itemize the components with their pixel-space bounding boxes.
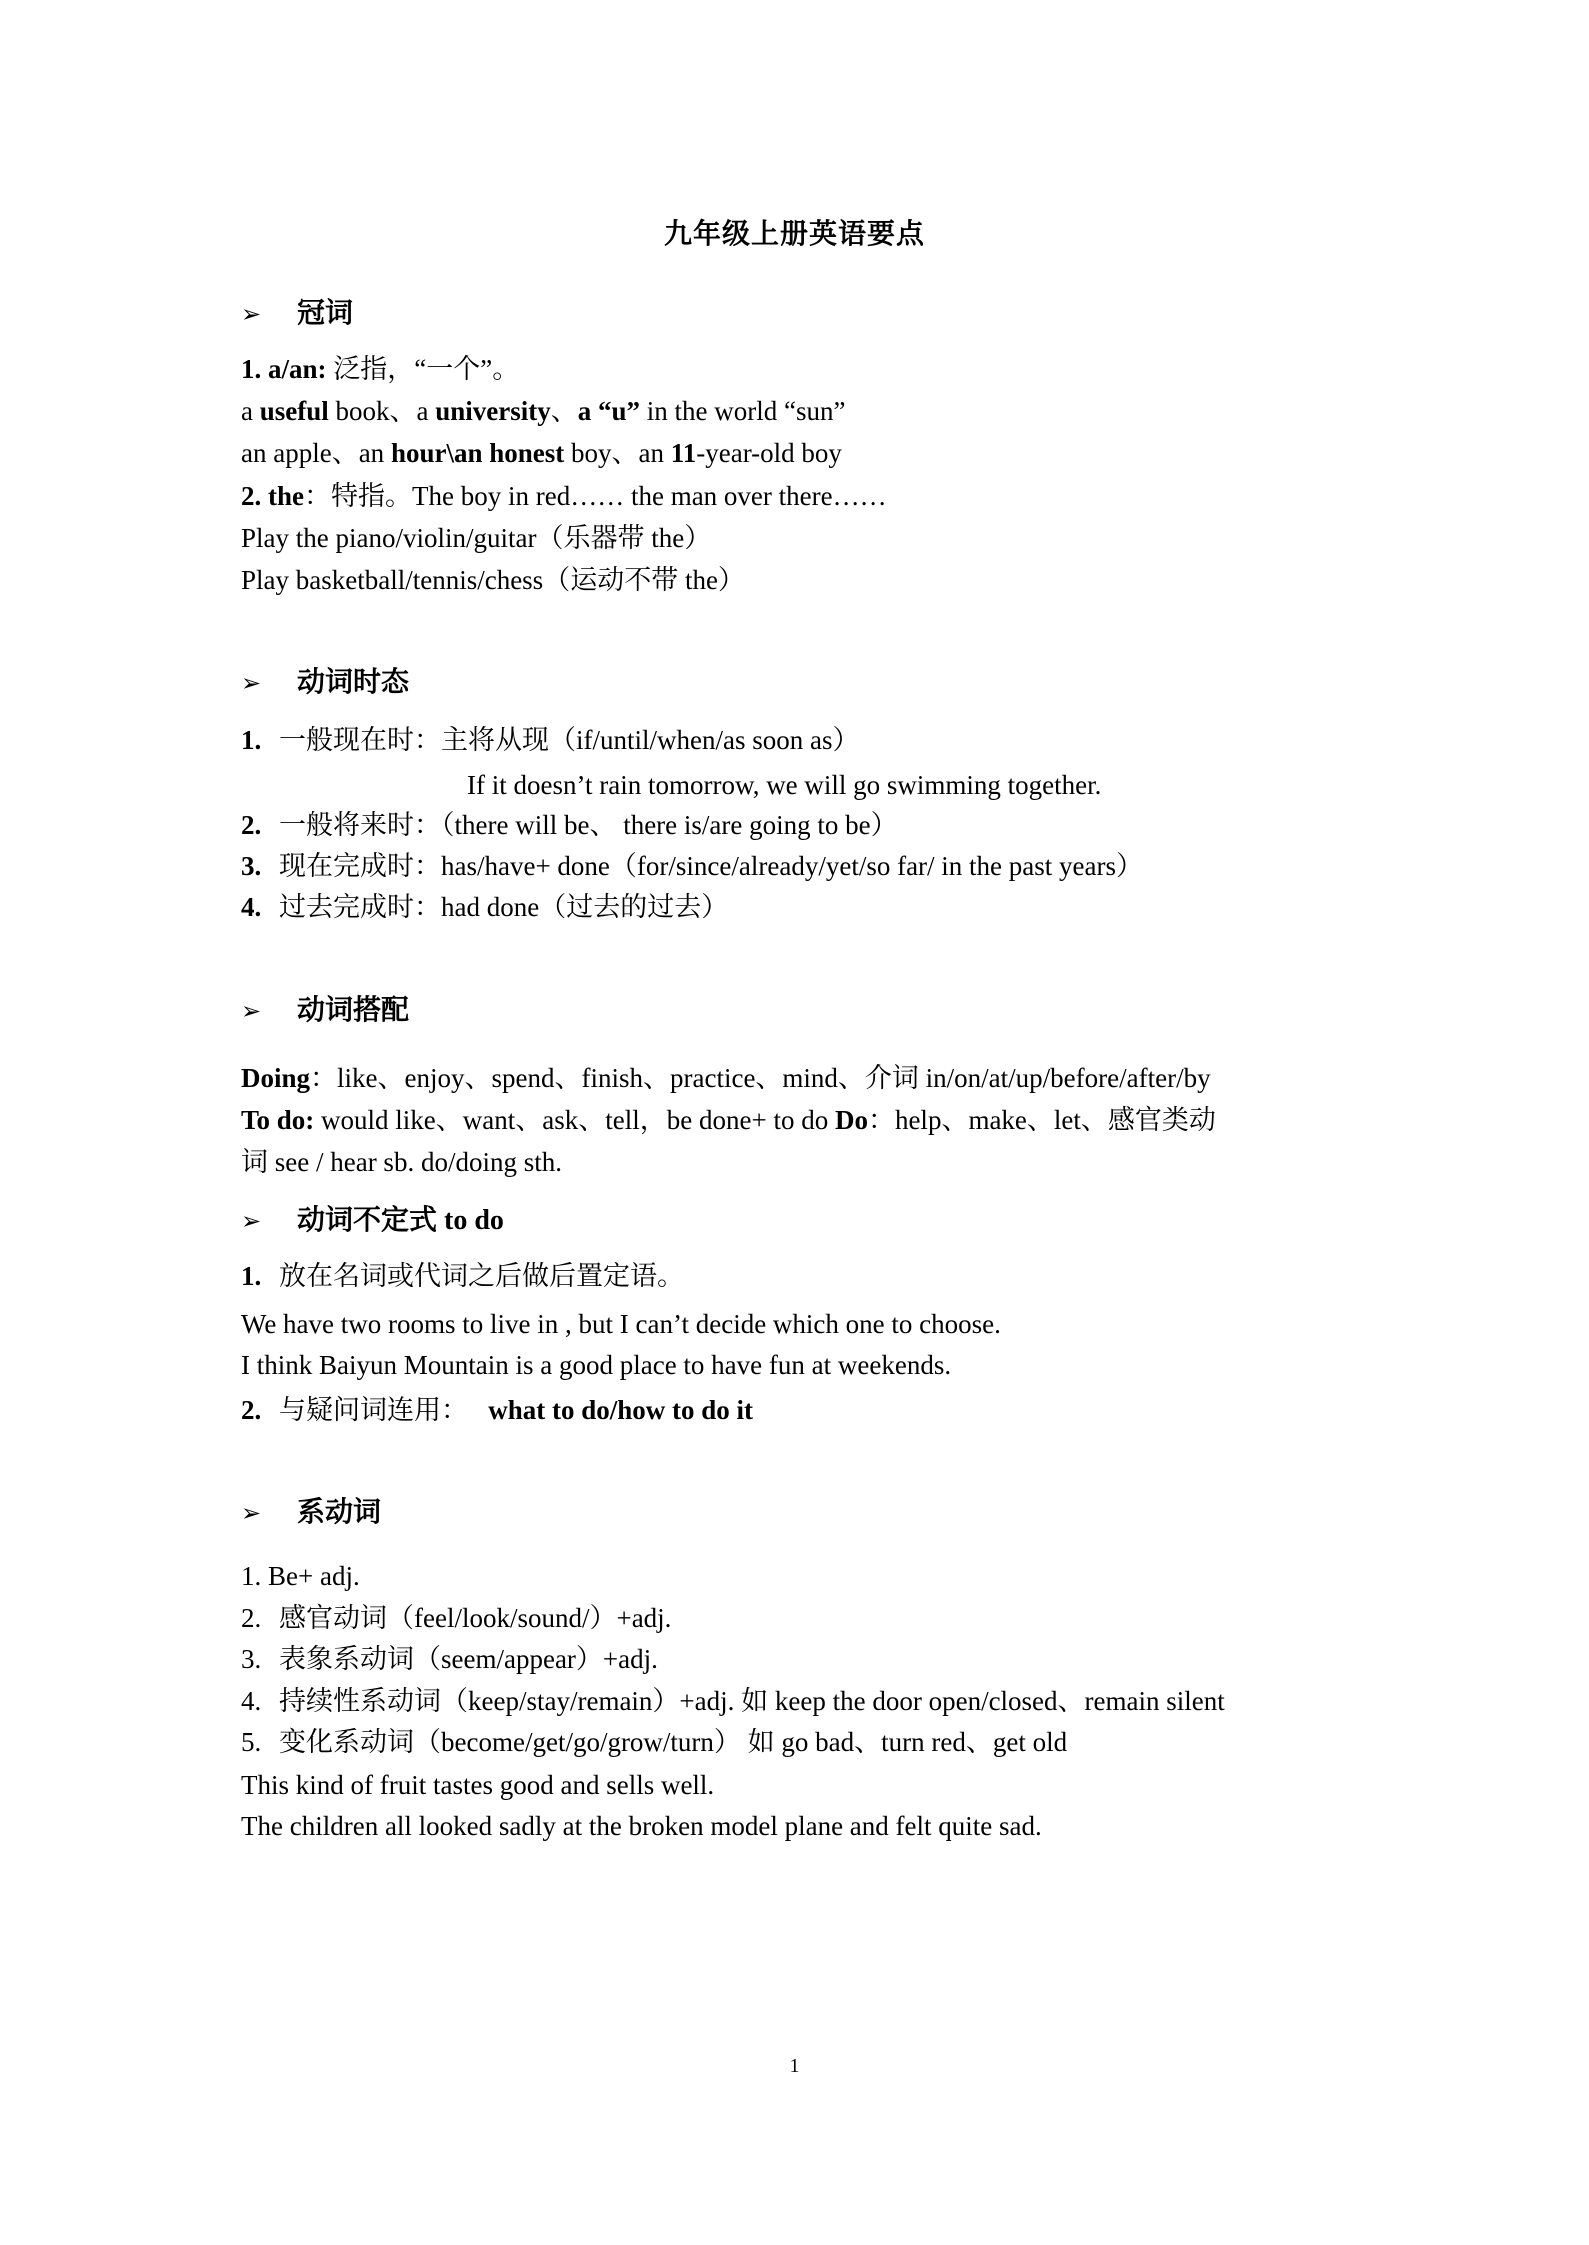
item-text: 一般现在时：主将从现（if/until/when/as soon as） xyxy=(279,725,860,755)
item-number: 2. the xyxy=(241,481,304,511)
articles-line-4 xyxy=(241,478,887,514)
collocations-line-1 xyxy=(241,1060,1211,1096)
item-text: 现在完成时：has/have+ done（for/since/already/yet/so far/ in the past years） xyxy=(279,851,1143,881)
bold-label: Do xyxy=(834,1105,868,1135)
text-fragment: an apple、an xyxy=(241,438,391,468)
infinitive-line-4 xyxy=(241,1392,753,1428)
item-text: 变化系动词（become/get/go/grow/turn） 如 go bad、turn red、get old xyxy=(279,1727,1068,1757)
item-text: 一般将来时：（there will be、 there is/are going to be） xyxy=(279,810,898,840)
linking-line-6: This kind of fruit tastes good and sells well. xyxy=(241,1770,715,1800)
page-title: 九年级上册英语要点 xyxy=(663,217,925,250)
item-text: 放在名词或代词之后做后置定语。 xyxy=(279,1261,684,1291)
bold-fragment: what to do/how to do it xyxy=(488,1395,754,1425)
collocations-line-3: 词 see / hear sb. do/doing sth. xyxy=(241,1147,562,1177)
bold-label: To do: xyxy=(241,1105,315,1135)
section-heading-linking-verbs xyxy=(241,1492,381,1533)
tenses-line-2 xyxy=(241,807,898,843)
section-heading-articles xyxy=(241,293,353,334)
bullet-arrow-icon: ➢ xyxy=(241,300,262,328)
item-number: 3. xyxy=(241,1644,262,1674)
text-fragment: book、a xyxy=(328,396,436,426)
articles-line-5: Play the piano/violin/guitar（乐器带 the） xyxy=(241,523,712,553)
item-text: ：like、enjoy、spend、finish、practice、mind、介词 in/on/at/up/before/after/by xyxy=(310,1063,1211,1093)
bold-fragment: useful xyxy=(259,396,329,426)
item-number: 1. xyxy=(241,725,262,755)
item-number: 4. xyxy=(241,892,262,922)
linking-line-1: 1. Be+ adj. xyxy=(241,1561,360,1591)
tenses-example: If it doesn’t rain tomorrow, we will go swimming together. xyxy=(467,770,1102,800)
text-fragment: a xyxy=(241,396,260,426)
item-number: 5. xyxy=(241,1727,262,1757)
bold-label: Doing xyxy=(241,1063,311,1093)
tenses-line-3 xyxy=(241,848,1143,884)
item-number: 2. xyxy=(241,1395,262,1425)
heading-text: 动词时态 xyxy=(297,665,410,698)
section-heading-tenses xyxy=(241,662,409,703)
collocations-line-2 xyxy=(241,1102,1216,1138)
heading-text: 系动词 xyxy=(297,1495,382,1528)
linking-line-5 xyxy=(241,1724,1067,1760)
bullet-arrow-icon: ➢ xyxy=(241,1499,262,1527)
item-text: 泛指，“一个”。 xyxy=(333,354,520,384)
item-text: ：help、make、let、感官类动 xyxy=(867,1105,1216,1135)
articles-line-6: Play basketball/tennis/chess（运动不带 the） xyxy=(241,565,745,595)
item-number: 3. xyxy=(241,851,262,881)
text-fragment: 、 xyxy=(550,396,578,426)
item-number: 2. xyxy=(241,810,262,840)
bullet-arrow-icon: ➢ xyxy=(241,997,262,1025)
bold-fragment: 11 xyxy=(670,438,697,468)
heading-text: 动词搭配 xyxy=(297,993,410,1026)
item-text: 过去完成时：had done（过去的过去） xyxy=(279,892,729,922)
text-fragment: in the world “sun” xyxy=(640,396,846,426)
linking-line-2 xyxy=(241,1600,671,1636)
articles-line-2 xyxy=(241,393,846,429)
section-heading-collocations xyxy=(241,990,409,1031)
tenses-line-1 xyxy=(241,722,859,758)
item-number: 4. xyxy=(241,1686,262,1716)
text-fragment: boy、an xyxy=(564,438,671,468)
item-text: would like、want、ask、tell，be done+ to do xyxy=(314,1105,835,1135)
item-text: 感官动词（feel/look/sound/）+adj. xyxy=(279,1603,672,1633)
heading-text: 冠词 xyxy=(297,296,354,329)
item-number: 1. xyxy=(241,1261,262,1291)
articles-line-1 xyxy=(241,351,519,387)
page-number: 1 xyxy=(789,2055,800,2077)
bullet-arrow-icon: ➢ xyxy=(241,669,262,697)
item-number: 1. a/an: xyxy=(241,354,327,384)
item-text: 表象系动词（seem/appear）+adj. xyxy=(279,1644,658,1674)
tenses-line-4 xyxy=(241,889,728,925)
heading-suffix: to do xyxy=(437,1205,504,1236)
bullet-arrow-icon: ➢ xyxy=(241,1207,262,1235)
text-fragment: -year-old boy xyxy=(696,438,842,468)
bold-fragment: university xyxy=(435,396,551,426)
infinitive-line-2: We have two rooms to live in , but I can’t decide which one to choose. xyxy=(241,1309,1001,1339)
item-text: ：特指。The boy in red…… the man over there…… xyxy=(304,481,887,511)
linking-line-3 xyxy=(241,1641,658,1677)
item-text: 持续性系动词（keep/stay/remain）+adj. 如 keep the door open/closed、remain silent xyxy=(279,1686,1225,1716)
linking-line-4 xyxy=(241,1683,1225,1719)
bold-fragment: a “u” xyxy=(577,396,641,426)
heading-text: 动词不定式 xyxy=(297,1203,438,1236)
item-text: 与疑问词连用： xyxy=(279,1395,468,1425)
infinitive-line-1 xyxy=(241,1258,684,1294)
articles-line-3 xyxy=(241,435,842,471)
linking-line-7: The children all looked sadly at the broken model plane and felt quite sad. xyxy=(241,1811,1042,1841)
item-number: 2. xyxy=(241,1603,262,1633)
infinitive-line-3: I think Baiyun Mountain is a good place to have fun at weekends. xyxy=(241,1350,952,1380)
section-heading-infinitive xyxy=(241,1200,504,1241)
bold-fragment: hour\an honest xyxy=(390,438,565,468)
